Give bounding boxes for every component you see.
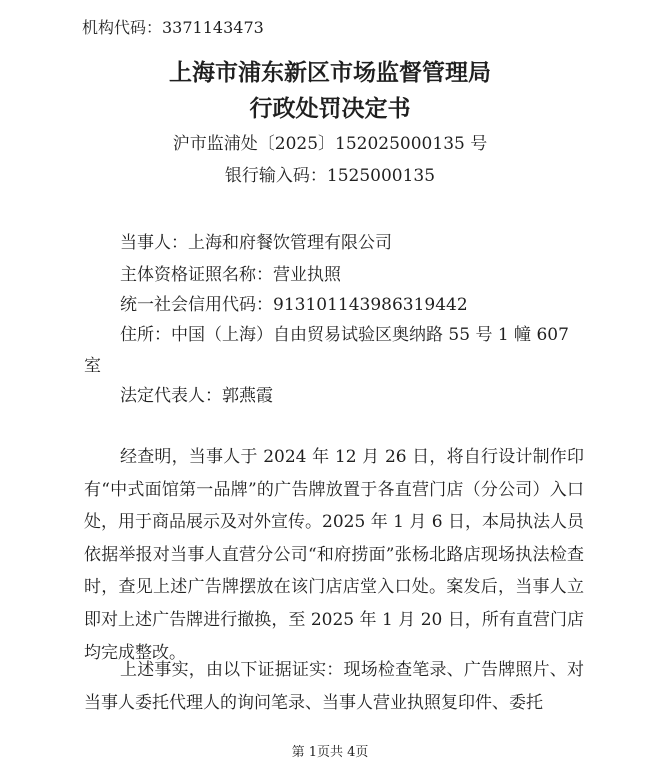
party-credit-code: 统一社会信用代码：91310114398631944​2 — [120, 295, 468, 315]
party-address-line1: 住所：中国（上海）自由贸易试验区奥纳路 55 号 1 幢 607 — [120, 325, 569, 345]
page-indicator: 第 1页共 4页 — [291, 745, 369, 760]
party-address-line2: 室 — [84, 356, 101, 376]
party-legal-representative: 法定代表人：郭燕霞 — [120, 386, 273, 406]
party-name: 当事人：上海和府餐饮管理有限公司 — [120, 233, 392, 253]
bank-code: 银行输入码：1525000135 — [224, 166, 436, 186]
document-title-line2: 行政处罚决定书 — [249, 95, 411, 122]
document-title-line1: 上海市浦东新区市场监督管理局 — [169, 59, 491, 86]
findings-paragraph: 经查明，当事人于 2024 年 12 月 26 日，将自行设计制作印有“中式面馆第一品牌”的广告牌放置于各直营门店（分公司）入口处，用于商品展示及对外宣传。2025 年 1 月 6 日，本局执法人员依据举报对当事人直营分公司“和府捞面”张杨北路店现场执法检查时，查见上述广告牌摆放在该门店店堂入口处。案发后，当事人立即对上述广告牌进行撤换，至 2025 年 1 月 20 日，所有直营门店均完成整改。 — [84, 447, 584, 663]
org-code: 机构代码：3371143473 — [82, 18, 264, 37]
evidence-paragraph: 上述事实，由以下证据证实：现场检查笔录、广告牌照片、对当事人委托代理人的询问笔录、当事人营业执照复印件、委托 — [84, 660, 584, 713]
document-number: 沪市监浦处〔2025〕152025000135 号 — [172, 134, 488, 154]
party-cert-type: 主体资格证照名称：营业执照 — [120, 265, 341, 285]
